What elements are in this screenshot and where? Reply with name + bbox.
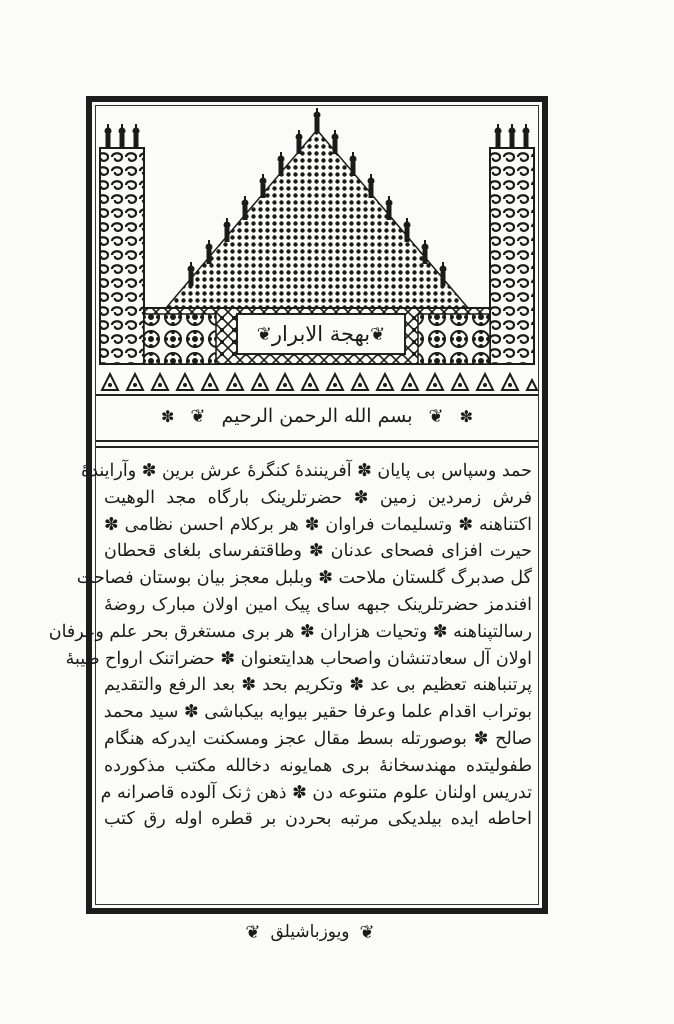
- body-text: [48, 458, 532, 898]
- text-line: اکتناهنه ✽ وتسلیمات فراوان ✽ هر برکلام احسن نظامی ✽: [104, 514, 532, 535]
- flourish-icon: ❦: [359, 921, 375, 943]
- catchword-text: ویوزباشیلق: [270, 922, 350, 942]
- text-line: بوتراب اقدام علما وعرفا حقیر بیوایه بیکباشی ✽ سید محمد: [103, 702, 532, 723]
- text-line: گل صدبرگ گلستان ملاحت ✽ وبلبل معجز بیان بوستان فصاحت: [76, 568, 532, 589]
- flourish-icon: ❦: [190, 405, 206, 427]
- divider-rule: [96, 446, 538, 448]
- star-ornament-icon: ✽: [161, 406, 175, 426]
- basmala-line: [96, 396, 538, 436]
- text-line: فرش زمردین زمین ✽ حضرتلرینک بارگاه مجد الوهیت: [104, 487, 532, 508]
- text-line: طفولیتده مهندسخانۀ بری همایونه دخالله مکتب مذکورده: [104, 755, 532, 776]
- star-ornament-icon: ✽: [459, 406, 473, 426]
- divider-rule: [96, 440, 538, 442]
- text-line: تدریس اولنان علوم متنوعه دن ✽ ذهن ژنک آلوده قاصرانه م: [100, 782, 532, 803]
- text-line: پرتنباهنه تعظیم بی عد ✽ وتکریم بحد ✽ بعد الرفع والتقدیم: [104, 675, 532, 696]
- text-line: صالح ✽ بوصورتله بسط مقال عجز ومسکنت ایدرکه هنگام: [104, 728, 532, 749]
- title-cartouche: [236, 313, 406, 355]
- text-line: اولان آل سعادتنشان واصحاب هدایتعنوان ✽ حضراتنک ارواح طیبۀ: [65, 648, 532, 669]
- flourish-icon: ❦: [428, 405, 444, 427]
- book-title: بهجة الابرار: [271, 322, 371, 346]
- flourish-icon: ❦: [370, 323, 386, 345]
- text-line: حیرت افزای فصحای عدنان ✽ وطاقتفرسای بلغای قحطان: [104, 541, 532, 562]
- triangle-border-band: [96, 370, 538, 394]
- flourish-icon: ❦: [245, 921, 261, 943]
- catchword-footer: [240, 918, 380, 946]
- text-line: افندمز حضرتلرینک جبهه سای پیک امین اولان مبارک روضۀ: [104, 594, 532, 615]
- text-line: حمد وسپاس بی پایان ✽ آفرینندۀ کنگرۀ عرش برین ✽ وآرایندۀ: [81, 461, 532, 481]
- text-line: احاطه ایده بیلدیکی مرتبه بحردن بر قطره اوله رق کتب: [104, 809, 532, 830]
- flourish-icon: ❦: [256, 323, 272, 345]
- basmala-text: بسم الله الرحمن الرحيم: [221, 405, 413, 427]
- text-line: رسالتپناهنه ✽ وتحیات هزاران ✽ هر بری مستغرق بحر علم وعرفان: [48, 621, 532, 642]
